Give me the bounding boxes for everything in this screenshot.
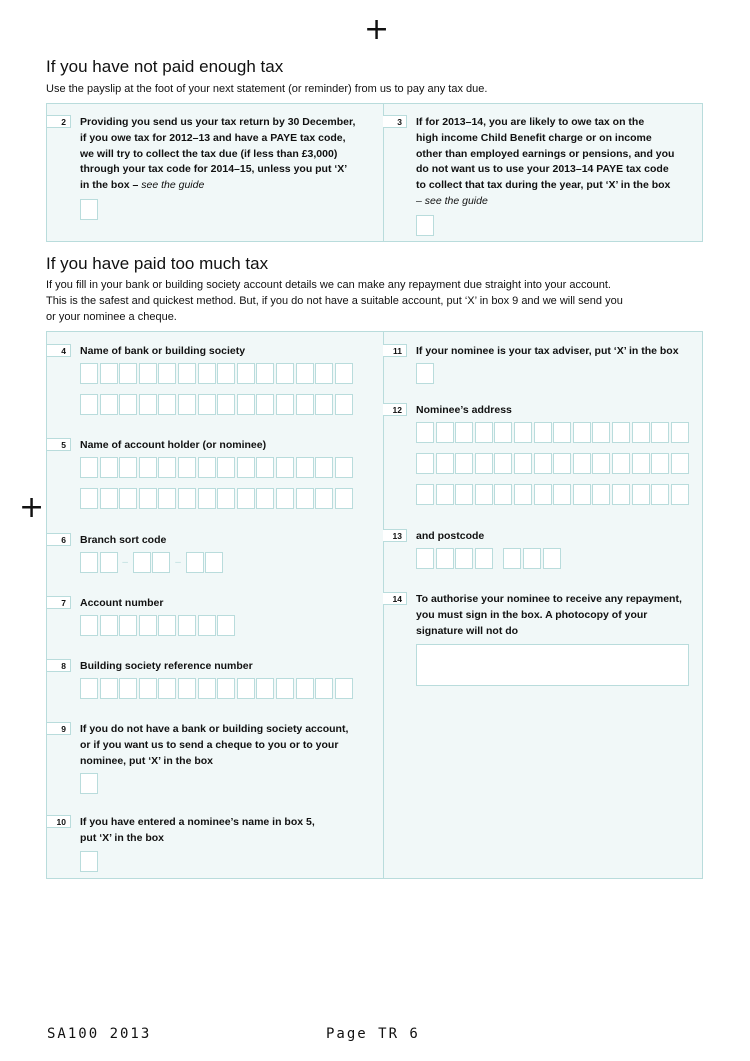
character-box[interactable] (119, 615, 137, 636)
character-box[interactable] (119, 488, 137, 509)
nominee-signature-box[interactable] (416, 644, 689, 686)
question-number: 10 (47, 815, 71, 828)
question-3 (383, 115, 703, 240)
character-box[interactable] (612, 422, 630, 443)
character-box[interactable] (494, 422, 512, 443)
question-text: To authorise your nominee to receive any repayment, you must sign in the box. A photocopy of your signature will not do (416, 593, 682, 637)
character-box[interactable] (475, 548, 493, 569)
character-box[interactable] (139, 363, 157, 384)
character-box[interactable] (217, 363, 235, 384)
intro-not-paid-enough: Use the payslip at the foot of your next statement (or reminder) from us to pay any tax due. (46, 83, 488, 95)
question-12 (383, 403, 703, 513)
character-box[interactable] (139, 394, 157, 415)
character-box[interactable] (80, 394, 98, 415)
q11-x-checkbox[interactable] (416, 363, 434, 384)
sort-code-input[interactable] (80, 552, 225, 573)
question-label: Name of account holder (or nominee) (80, 439, 267, 451)
character-box[interactable] (315, 678, 333, 699)
character-box[interactable] (475, 453, 493, 474)
character-box[interactable] (256, 457, 274, 478)
character-box[interactable] (80, 615, 98, 636)
question-number: 6 (47, 533, 71, 546)
character-box[interactable] (178, 457, 196, 478)
character-box[interactable] (315, 488, 333, 509)
character-box[interactable] (514, 422, 532, 443)
q10-x-checkbox[interactable] (80, 851, 98, 872)
character-box[interactable] (436, 548, 454, 569)
question-8 (47, 659, 377, 709)
character-box[interactable] (100, 678, 118, 699)
character-box[interactable] (237, 363, 255, 384)
character-box[interactable] (335, 394, 353, 415)
question-number: 14 (383, 592, 407, 605)
character-box[interactable] (217, 678, 235, 699)
question-number: 11 (383, 344, 407, 357)
character-box[interactable] (553, 453, 571, 474)
character-box[interactable] (198, 394, 216, 415)
question-number: 3 (383, 115, 407, 128)
character-box[interactable] (205, 552, 223, 573)
character-box[interactable] (237, 678, 255, 699)
building-society-ref-input[interactable] (80, 678, 354, 699)
question-11 (383, 344, 703, 389)
character-box[interactable] (534, 422, 552, 443)
character-box[interactable] (237, 488, 255, 509)
character-box[interactable] (152, 552, 170, 573)
character-box[interactable] (436, 453, 454, 474)
character-box[interactable] (119, 678, 137, 699)
character-box[interactable] (237, 394, 255, 415)
character-box[interactable] (276, 678, 294, 699)
character-box[interactable] (119, 394, 137, 415)
character-box[interactable] (455, 453, 473, 474)
character-box[interactable] (217, 615, 235, 636)
question-6 (47, 533, 377, 583)
character-box[interactable] (100, 457, 118, 478)
nominee-address-line-3[interactable] (416, 484, 690, 505)
character-box[interactable] (276, 457, 294, 478)
character-box[interactable] (335, 488, 353, 509)
character-box[interactable] (100, 363, 118, 384)
character-box[interactable] (178, 394, 196, 415)
character-box[interactable] (198, 457, 216, 478)
question-label: and postcode (416, 530, 485, 542)
question-number: 5 (47, 438, 71, 451)
character-box[interactable] (158, 678, 176, 699)
character-box[interactable] (80, 363, 98, 384)
character-box[interactable] (139, 457, 157, 478)
character-box[interactable] (455, 484, 473, 505)
question-5 (47, 438, 377, 523)
character-box[interactable] (543, 548, 561, 569)
character-box[interactable] (416, 422, 434, 443)
character-box[interactable] (514, 453, 532, 474)
character-box[interactable] (139, 615, 157, 636)
character-box[interactable] (139, 488, 157, 509)
account-holder-input-line-2[interactable] (80, 488, 354, 509)
character-box[interactable] (133, 552, 151, 573)
character-box[interactable] (573, 422, 591, 443)
character-box[interactable] (592, 453, 610, 474)
character-box[interactable] (416, 484, 434, 505)
character-box[interactable] (494, 484, 512, 505)
character-box[interactable] (573, 453, 591, 474)
character-box[interactable] (475, 422, 493, 443)
q2-x-checkbox[interactable] (80, 199, 98, 220)
character-box[interactable] (217, 394, 235, 415)
character-box[interactable] (335, 363, 353, 384)
character-box[interactable] (217, 488, 235, 509)
character-box[interactable] (158, 457, 176, 478)
character-box[interactable] (158, 394, 176, 415)
question-label: Name of bank or building society (80, 345, 246, 357)
form-identifier: SA100 2013 (47, 1026, 152, 1042)
question-number: 4 (47, 344, 71, 357)
character-box[interactable] (186, 552, 204, 573)
question-7 (47, 596, 377, 646)
character-box[interactable] (651, 484, 669, 505)
heading-not-paid-enough: If you have not paid enough tax (46, 57, 284, 76)
character-box[interactable] (178, 615, 196, 636)
character-box[interactable] (494, 453, 512, 474)
character-box[interactable] (416, 548, 434, 569)
question-number: 2 (47, 115, 71, 128)
character-box[interactable] (276, 363, 294, 384)
character-box[interactable] (632, 422, 650, 443)
character-box[interactable] (671, 422, 689, 443)
question-2 (47, 115, 377, 235)
character-box[interactable] (158, 488, 176, 509)
panel-not-paid-enough (46, 103, 703, 242)
postcode-gap (494, 548, 503, 569)
character-box[interactable] (553, 484, 571, 505)
character-box[interactable] (178, 488, 196, 509)
character-box[interactable] (80, 488, 98, 509)
character-box[interactable] (217, 457, 235, 478)
question-text: If you have entered a nominee’s name in box 5, put ‘X’ in the box (80, 816, 315, 844)
character-box[interactable] (651, 453, 669, 474)
question-number: 12 (383, 403, 407, 416)
separator-dash: – (175, 557, 181, 568)
character-box[interactable] (534, 484, 552, 505)
character-box[interactable] (514, 484, 532, 505)
character-box[interactable] (198, 363, 216, 384)
character-box[interactable] (455, 548, 473, 569)
character-box[interactable] (198, 678, 216, 699)
nominee-address-line-2[interactable] (416, 453, 690, 474)
question-label: Building society reference number (80, 660, 253, 672)
character-box[interactable] (80, 457, 98, 478)
character-box[interactable] (315, 363, 333, 384)
question-text: If for 2013–14, you are likely to owe tax on the high income Child Benefit charge or on income other than employed earnings or pensions, and you do not want us to use your 2013–14 PAYE tax code to collect that tax during the year, put ‘X’ in the box – see the guide (416, 116, 675, 207)
question-text: If you do not have a bank or building society account, or if you want us to send a cheque to you or to your nominee, put ‘X’ in the box (80, 723, 349, 767)
question-9 (47, 722, 377, 797)
question-number: 13 (383, 529, 407, 542)
character-box[interactable] (80, 678, 98, 699)
question-10 (47, 815, 377, 875)
character-box[interactable] (573, 484, 591, 505)
character-box[interactable] (100, 552, 118, 573)
question-label: Account number (80, 597, 164, 609)
question-14 (383, 592, 703, 692)
character-box[interactable] (534, 453, 552, 474)
character-box[interactable] (119, 363, 137, 384)
character-box[interactable] (296, 488, 314, 509)
character-box[interactable] (158, 615, 176, 636)
bank-name-input-line-2[interactable] (80, 394, 354, 415)
character-box[interactable] (592, 484, 610, 505)
nominee-address-line-1[interactable] (416, 422, 690, 443)
question-13 (383, 529, 703, 574)
character-box[interactable] (256, 363, 274, 384)
question-label: Nominee’s address (416, 404, 512, 416)
character-box[interactable] (198, 488, 216, 509)
character-box[interactable] (455, 422, 473, 443)
character-box[interactable] (276, 394, 294, 415)
character-box[interactable] (158, 363, 176, 384)
bank-name-input-line-1[interactable] (80, 363, 354, 384)
character-box[interactable] (335, 678, 353, 699)
character-box[interactable] (256, 394, 274, 415)
character-box[interactable] (276, 488, 294, 509)
character-box[interactable] (315, 457, 333, 478)
account-holder-input-line-1[interactable] (80, 457, 354, 478)
heading-paid-too-much: If you have paid too much tax (46, 254, 269, 273)
character-box[interactable] (80, 552, 98, 573)
panel-paid-too-much (46, 331, 703, 879)
character-box[interactable] (198, 615, 216, 636)
character-box[interactable] (651, 422, 669, 443)
character-box[interactable] (256, 488, 274, 509)
character-box[interactable] (436, 422, 454, 443)
character-box[interactable] (100, 394, 118, 415)
question-label: If your nominee is your tax adviser, put ‘X’ in the box (416, 345, 679, 357)
character-box[interactable] (315, 394, 333, 415)
character-box[interactable] (178, 678, 196, 699)
character-box[interactable] (178, 363, 196, 384)
character-box[interactable] (416, 453, 434, 474)
registration-mark-left: + (19, 490, 45, 525)
character-box[interactable] (612, 453, 630, 474)
question-label: Branch sort code (80, 534, 167, 546)
character-box[interactable] (100, 488, 118, 509)
character-box[interactable] (139, 678, 157, 699)
question-text: Providing you send us your tax return by 30 December, if you owe tax for 2012–13 and have a PAYE tax code, we will try to collect the tax due (if less than £3,000) through your tax code for 2014–15, unless you put ‘X’ in the box – see the guide (80, 116, 356, 192)
character-box[interactable] (237, 457, 255, 478)
character-box[interactable] (523, 548, 541, 569)
character-box[interactable] (296, 678, 314, 699)
character-box[interactable] (592, 422, 610, 443)
character-box[interactable] (296, 457, 314, 478)
character-box[interactable] (632, 453, 650, 474)
character-box[interactable] (100, 615, 118, 636)
account-number-input[interactable] (80, 615, 237, 636)
registration-mark-top: + (364, 12, 390, 47)
q9-x-checkbox[interactable] (80, 773, 98, 794)
character-box[interactable] (671, 453, 689, 474)
character-box[interactable] (436, 484, 454, 505)
character-box[interactable] (296, 394, 314, 415)
character-box[interactable] (671, 484, 689, 505)
question-number: 7 (47, 596, 71, 609)
character-box[interactable] (632, 484, 650, 505)
page-number: Page TR 6 (326, 1026, 420, 1042)
character-box[interactable] (296, 363, 314, 384)
question-4 (47, 344, 377, 429)
character-box[interactable] (256, 678, 274, 699)
character-box[interactable] (612, 484, 630, 505)
postcode-input[interactable] (416, 548, 562, 569)
q3-x-checkbox[interactable] (416, 215, 434, 236)
intro-paid-too-much: If you fill in your bank or building society account details we can make any repayment due straight into your account. This is the safest and quickest method. But, if you do not have a suitable account, put ‘X’ in box 9 and we will send you or your nominee a cheque. (46, 279, 623, 323)
character-box[interactable] (119, 457, 137, 478)
question-number: 8 (47, 659, 71, 672)
character-box[interactable] (553, 422, 571, 443)
separator-dash: – (122, 557, 128, 568)
character-box[interactable] (475, 484, 493, 505)
character-box[interactable] (335, 457, 353, 478)
question-number: 9 (47, 722, 71, 735)
character-box[interactable] (503, 548, 521, 569)
